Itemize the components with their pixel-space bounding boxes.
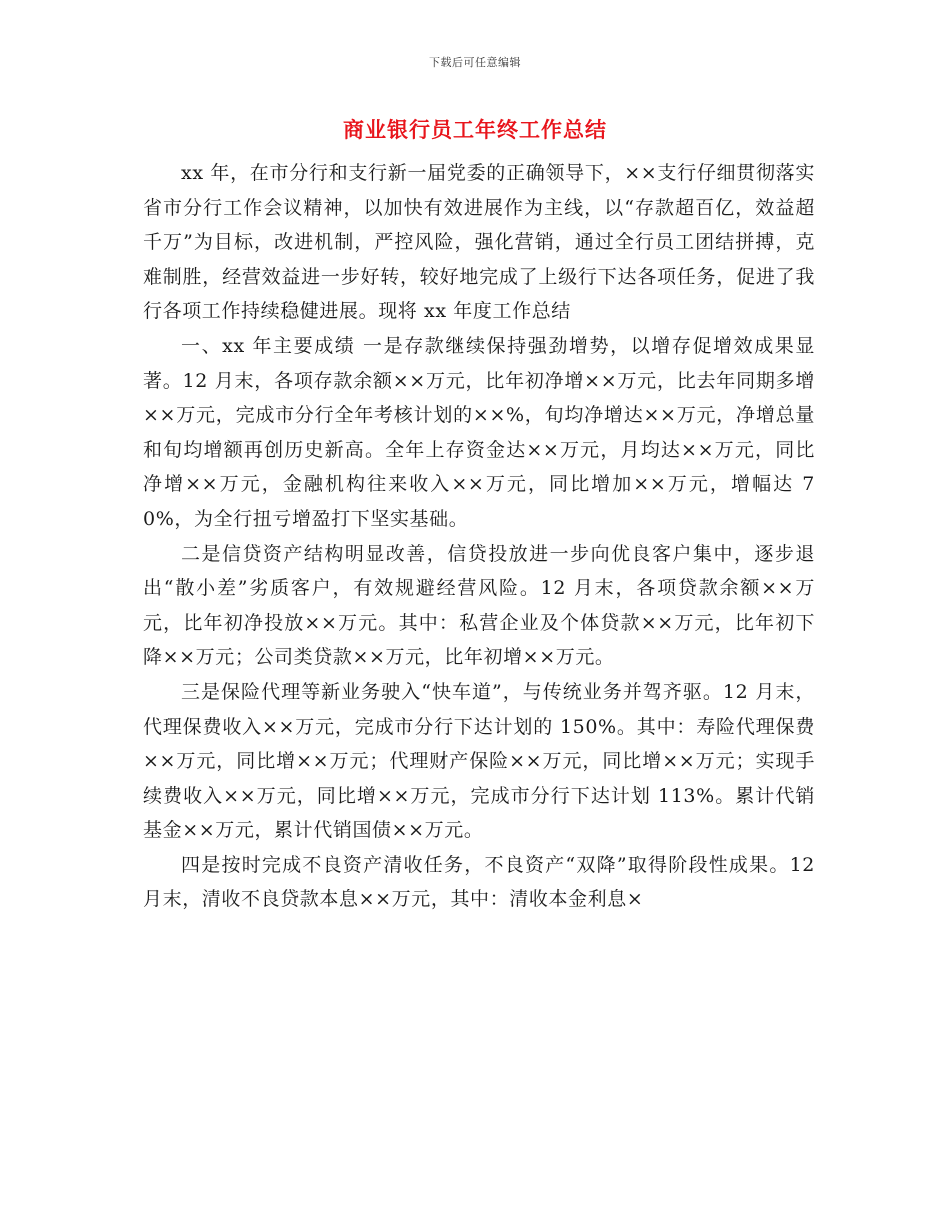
document-body [143, 156, 815, 917]
paragraph: 四是按时完成不良资产清收任务，不良资产“双降”取得阶段性成果。12 月末，清收不良贷款本息××万元，其中：清收本金利息× [143, 853, 815, 911]
header-note: 下载后可任意编辑 [429, 56, 521, 69]
paragraph: 三是保险代理等新业务驶入“快车道”，与传统业务并驾齐驱。12 月末，代理保费收入××万元，完成市分行下达计划的 150%。其中：寿险代理保费××万元，同比增××万元；代理财产保险××万元，同比增××万元；实现手续费收入××万元，同比增××万元，完成市分行下达计划 113%。累计代销基金××万元，累计代销国债××万元。 [143, 680, 815, 842]
paragraph: 二是信贷资产结构明显改善，信贷投放进一步向优良客户集中，逐步退出“散小差”劣质客户，有效规避经营风险。12 月末，各项贷款余额××万元，比年初净投放××万元。其中：私营企业及个体贷款××万元，比年初下降××万元；公司类贷款××万元，比年初增××万元。 [143, 542, 815, 669]
paragraph: xx 年，在市分行和支行新一届党委的正确领导下，××支行仔细贯彻落实省市分行工作会议精神，以加快有效进展作为主线，以“存款超百亿，效益超千万”为目标，改进机制，严控风险，强化营销，通过全行员工团结拼搏，克难制胜，经营效益进一步好转，较好地完成了上级行下达各项任务，促进了我行各项工作持续稳健进展。现将 xx 年度工作总结 [143, 162, 815, 323]
document-title: 商业银行员工年终工作总结 [343, 118, 607, 142]
paragraph: 一、xx 年主要成绩 一是存款继续保持强劲增势，以增存促增效成果显著。12 月末，各项存款余额××万元，比年初净增××万元，比去年同期多增××万元，完成市分行全年考核计划的××%，旬均净增达××万元，净增总量和旬均增额再创历史新高。全年上存资金达××万元，月均达××万元，同比净增××万元，金融机构往来收入××万元，同比增加××万元，增幅达 70%，为全行扭亏增盈打下坚实基础。 [143, 334, 815, 530]
